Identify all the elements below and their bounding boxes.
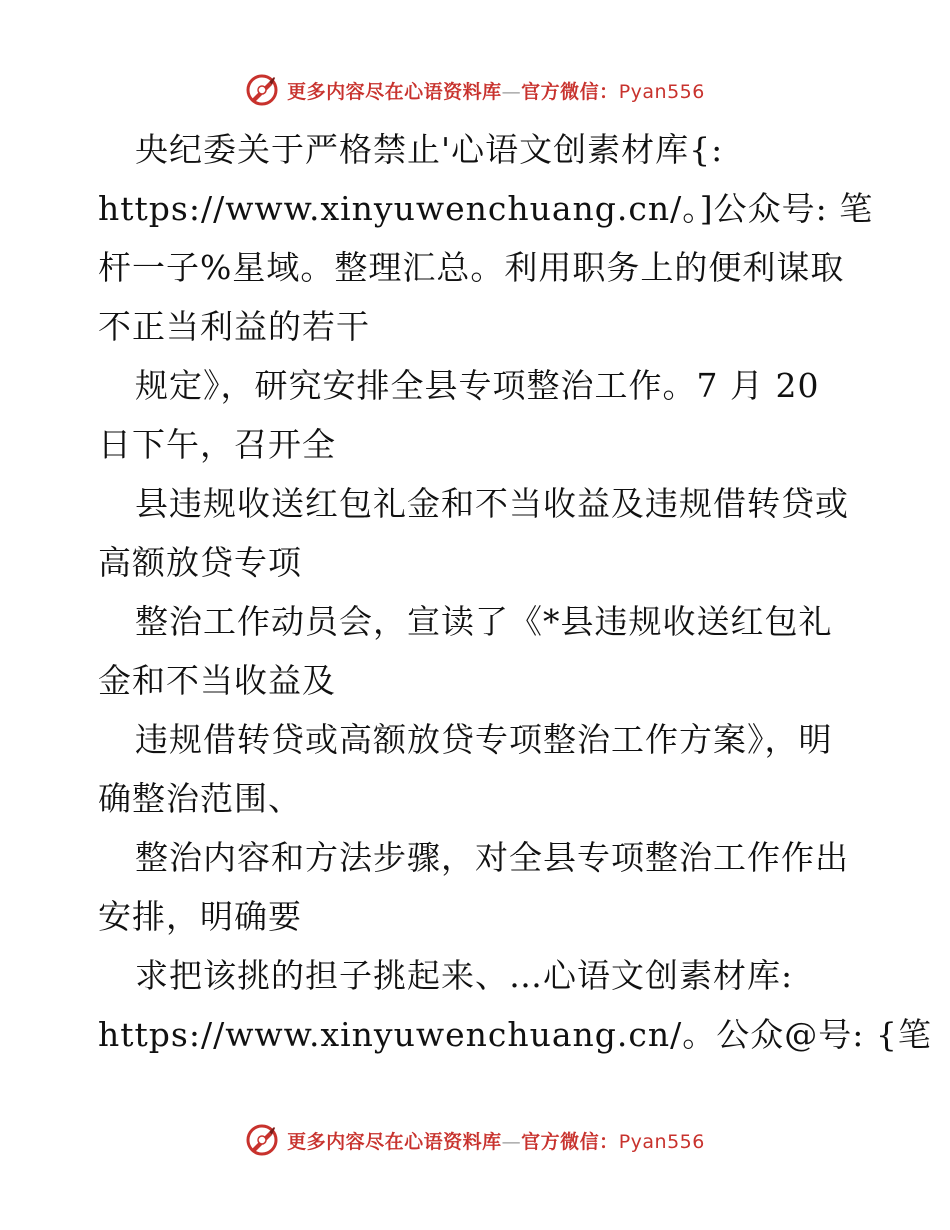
text-line: 违规借转贷或高额放贷专项整治工作方案》，明 <box>135 720 833 759</box>
text-line: 整治内容和方法步骤，对全县专项整治工作作出 <box>135 838 849 877</box>
footer-banner <box>0 1120 950 1160</box>
text-line: 不正当利益的若干 <box>98 307 370 346</box>
text-line: 安排，明确要 <box>98 897 302 936</box>
text-line: 确整治范围、 <box>98 779 302 818</box>
text-line: 高额放贷专项 <box>98 543 302 582</box>
text-line: 杆一子%星域。整理汇总。利用职务上的便利谋取 <box>98 248 845 287</box>
text-line: 整治工作动员会，宣读了《*县违规收送红包礼 <box>135 602 833 641</box>
text-line: 规定》，研究安排全县专项整治工作。7 月 20 <box>135 366 820 405</box>
text-line: https://www.xinyuwenchuang.cn/。公众@号: {笔 <box>98 1015 932 1054</box>
quill-pen-logo-icon <box>245 73 279 107</box>
text-line: 金和不当收益及 <box>98 661 336 700</box>
text-line: https://www.xinyuwenchuang.cn/。]公众号: 笔 <box>98 189 874 228</box>
text-line: 县违规收送红包礼金和不当收益及违规借转贷或 <box>135 484 849 523</box>
text-line: 央纪委关于严格禁止'心语文创素材库{: <box>135 130 724 169</box>
text-line: 日下午，召开全 <box>98 425 336 464</box>
banner-text: 更多内容尽在心语资料库—官方微信：Pyan556 <box>287 80 705 103</box>
banner-text: 更多内容尽在心语资料库—官方微信：Pyan556 <box>287 1130 705 1153</box>
quill-pen-logo-icon <box>245 1123 279 1157</box>
document-body <box>98 120 932 1064</box>
header-banner <box>0 70 950 110</box>
text-line: 求把该挑的担子挑起来、…心语文创素材库: <box>135 956 794 995</box>
